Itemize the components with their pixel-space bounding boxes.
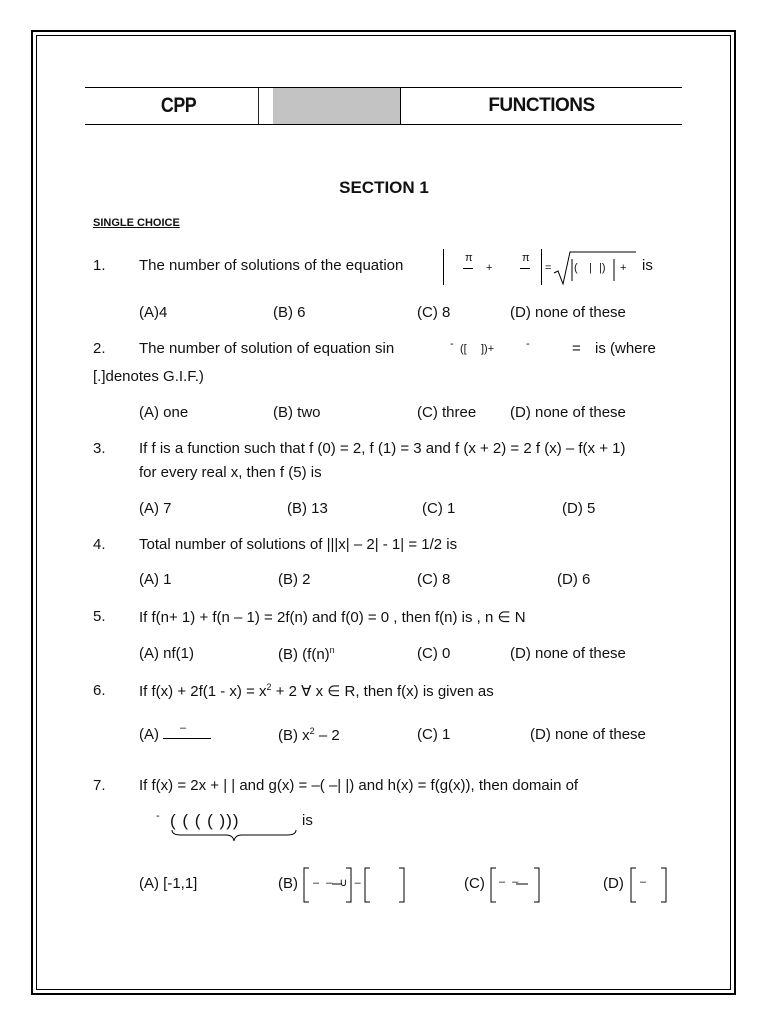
q1-math-plus: + (486, 262, 493, 274)
q5-text: If f(n+ 1) + f(n – 1) = 2f(n) and f(0) = 0 , then f(n) is , n ∈ N (139, 609, 526, 626)
q7-option-d: (D) (603, 875, 624, 892)
q1-math-abs: | (589, 262, 592, 274)
q3-option-a: (A) 7 (139, 500, 172, 517)
q1-option-c: (C) 8 (417, 304, 451, 321)
q6-option-b-sup: 2 (309, 726, 315, 736)
q4-option-d: (D) 6 (557, 571, 591, 588)
q7-option-a: (A) [-1,1] (139, 875, 198, 892)
q6-option-b-b: – 2 (318, 727, 340, 744)
q7-line2-math: ( ( ( ( ))) (170, 811, 240, 830)
q2-option-b: (B) two (273, 404, 321, 421)
q5-number: 5. (93, 608, 106, 625)
q6-option-b-a: (B) x (278, 727, 310, 744)
section-title: SECTION 1 (339, 178, 429, 197)
header-right-cell: FUNCTIONS (488, 95, 595, 116)
q6-text-b: + 2 ∀ x ∈ R, then f(x) is given as (275, 683, 494, 700)
q1-option-b: (B) 6 (273, 304, 306, 321)
q5-option-b (278, 645, 335, 663)
q1-math-eq: = (545, 262, 552, 274)
q6-text-a: If f(x) + 2f(1 - x) = x (139, 683, 267, 700)
q7-option-b: (B) (278, 875, 298, 892)
q6-frac-bar (163, 738, 211, 739)
q1-abs-bar-left (443, 249, 444, 285)
q1-math-pi1: π (465, 252, 473, 264)
q7-number: 7. (93, 777, 106, 794)
q6-option-a: (A) (139, 726, 159, 743)
q7-line2-suffix: is (302, 812, 313, 829)
subheading: SINGLE CHOICE (93, 217, 180, 229)
q3-option-c: (C) 1 (422, 500, 456, 517)
q4-option-c: (C) 8 (417, 571, 451, 588)
q2-option-a: (A) one (139, 404, 189, 421)
q7-line1: If f(x) = 2x + | | and g(x) = –( –| |) and h(x) = f(g(x)), then domain of (139, 777, 579, 794)
q1-math-close: |) (599, 262, 606, 274)
q6-sup: 2 (266, 682, 272, 692)
q1-frac-bar2 (520, 268, 530, 269)
q3-number: 3. (93, 440, 106, 457)
q7-line2-prefix: - (156, 810, 160, 822)
q2-math-eq: = (572, 340, 581, 357)
q6-number: 6. (93, 682, 106, 699)
header-table (85, 87, 682, 125)
q2-option-c: (C) three (417, 404, 477, 421)
q6-option-a-dash: – (180, 722, 187, 734)
q5-option-b-base: (B) (f(n) (278, 646, 330, 663)
q5-option-c: (C) 0 (417, 645, 451, 662)
q4-option-b: (B) 2 (278, 571, 311, 588)
q5-option-a: (A) nf(1) (139, 645, 195, 662)
q1-math-plus2: + (620, 262, 627, 274)
q1-number: 1. (93, 257, 106, 274)
q4-text: Total number of solutions of |||x| – 2| - 1| = 1/2 is (139, 536, 458, 553)
header-shaded-cell (273, 88, 401, 124)
q6-text (139, 682, 494, 700)
q1-suffix: is (642, 257, 653, 274)
q3-line1: If f is a function such that f (0) = 2, f (1) = 3 and f (x + 2) = 2 f (x) – f(x + 1) (139, 440, 626, 457)
q3-option-b: (B) 13 (287, 500, 328, 517)
q5-option-b-sup: n (329, 645, 335, 655)
q1-math-paren: ( (574, 262, 578, 274)
q1-option-a: (A)4 (139, 304, 168, 321)
q7-option-b-math: – – ∪ – (313, 877, 363, 889)
q2-math-bracket: ([ (460, 343, 467, 355)
q7-option-c-math: – – (499, 876, 521, 888)
q2-line2: [.]denotes G.I.F.) (93, 368, 204, 385)
q6-option-d: (D) none of these (530, 726, 646, 743)
q2-math-minus2: - (526, 338, 530, 350)
q6-option-c: (C) 1 (417, 726, 451, 743)
q5-option-d: (D) none of these (510, 645, 626, 662)
q2-math-close: ])+ (481, 343, 495, 355)
q7-option-d-brackets (630, 867, 668, 903)
q2-option-d: (D) none of these (510, 404, 626, 421)
q1-text: The number of solutions of the equation (139, 257, 404, 274)
q6-option-b (278, 726, 340, 744)
q7-option-d-math: – (640, 876, 647, 888)
q7-underbrace (171, 829, 297, 843)
q7-option-c: (C) (464, 875, 485, 892)
q2-math-minus1: - (450, 338, 454, 350)
q1-option-d: (D) none of these (510, 304, 626, 321)
q2-text: The number of solution of equation sin (139, 340, 395, 357)
q1-frac-bar1 (463, 268, 473, 269)
q1-math-pi2: π (522, 252, 530, 264)
q3-option-d: (D) 5 (562, 500, 596, 517)
q2-number: 2. (93, 340, 106, 357)
header-left-cell: CPP (99, 88, 259, 124)
q3-line2: for every real x, then f (5) is (139, 464, 322, 481)
q1-abs-bar-right (541, 249, 542, 285)
q4-option-a: (A) 1 (139, 571, 172, 588)
q2-suffix: is (where (595, 340, 656, 357)
q4-number: 4. (93, 536, 106, 553)
